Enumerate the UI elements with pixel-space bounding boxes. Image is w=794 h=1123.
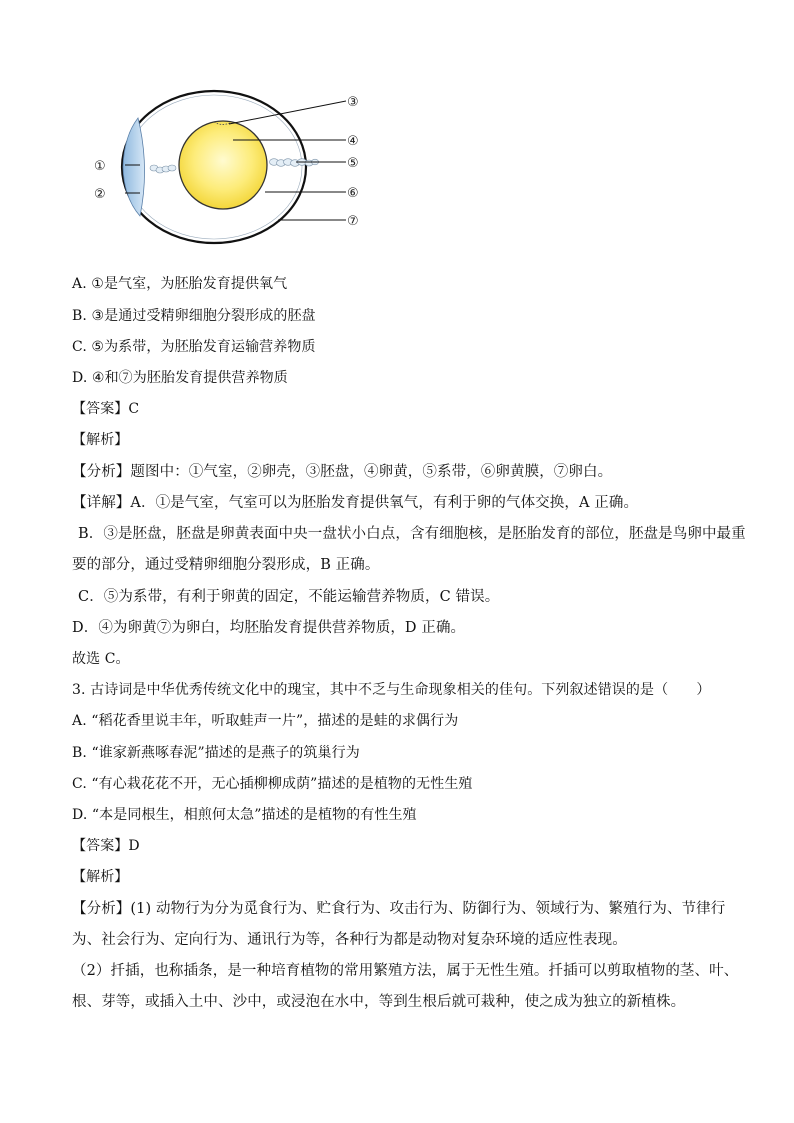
air-chamber: [123, 118, 145, 216]
q3-option-d: D. “本是同根生，相煎何太急”描述的是植物的有性生殖: [72, 807, 417, 823]
label-5: ⑤: [347, 156, 359, 171]
q3-option-a: A. “稻花香里说丰年，听取蛙声一片”，描述的是蛙的求偶行为: [72, 713, 459, 729]
q2-option-d: D. ④和⑦为胚胎发育提供营养物质: [72, 370, 288, 386]
q2-option-c: C. ⑤为系带，为胚胎发育运输营养物质: [72, 339, 316, 355]
q3-analysis-title: 【解析】: [72, 869, 129, 885]
q3-option-c: C. “有心栽花花不开，无心插柳柳成荫”描述的是植物的无性生殖: [72, 776, 473, 792]
q2-detail-b-line1: B．③是胚盘，胚盘是卵黄表面中央一盘状小白点，含有细胞核，是胚胎发育的部位，胚盘是鸟卵中最重: [78, 526, 746, 542]
q3-para2-line2: 根、芽等，或插入土中、沙中，或浸泡在水中，等到生根后就可栽种，使之成为独立的新植株。: [72, 994, 686, 1010]
q3-stem: 3. 古诗词是中华优秀传统文化中的瑰宝，其中不乏与生命现象相关的佳句。下列叙述错误的是（ ）: [72, 682, 711, 698]
label-4: ④: [347, 134, 359, 149]
q2-detail-a: 【详解】A．①是气室，气室可以为胚胎发育提供氧气，有利于卵的气体交换，A 正确。: [72, 495, 639, 511]
q3-fenxi-line1: 【分析】(1) 动物行为分为觅食行为、贮食行为、攻击行为、防御行为、领域行为、繁殖行为、节律行: [72, 901, 726, 917]
q3-para2-line1: （2）扦插，也称插条，是一种培育植物的常用繁殖方法，属于无性生殖。扦插可以剪取植物的茎、叶、: [72, 963, 739, 979]
q3-fenxi-line2: 为、社会行为、定向行为、通讯行为等，各种行为都是动物对复杂环境的适应性表现。: [72, 932, 627, 948]
q2-option-b: B. ③是通过受精卵细胞分裂形成的胚盘: [72, 308, 316, 324]
label-7: ⑦: [347, 214, 359, 229]
yolk: [179, 121, 267, 209]
q2-detail-b-line2: 要的部分，通过受精卵细胞分裂形成，B 正确。: [72, 557, 380, 573]
q2-detail-c: C．⑤为系带，有利于卵黄的固定，不能运输营养物质，C 错误。: [78, 589, 500, 605]
label-1: ①: [94, 159, 106, 174]
q3-answer: 【答案】D: [72, 838, 140, 854]
label-2: ②: [94, 187, 106, 202]
q3-option-b: B. “谁家新燕啄春泥”描述的是燕子的筑巢行为: [72, 745, 360, 761]
q2-conclusion: 故选 C。: [72, 651, 130, 667]
q2-analysis-title: 【解析】: [72, 432, 129, 448]
egg-structure-diagram: [88, 88, 380, 248]
q2-option-a: A. ①是气室，为胚胎发育提供氧气: [72, 276, 288, 292]
q2-answer: 【答案】C: [72, 401, 140, 417]
q2-fenxi: 【分析】题图中：①气室，②卵壳，③胚盘，④卵黄，⑤系带，⑥卵黄膜，⑦卵白。: [72, 464, 613, 480]
label-3: ③: [347, 95, 359, 110]
q2-detail-d: D．④为卵黄⑦为卵白，均胚胎发育提供营养物质，D 正确。: [72, 620, 466, 636]
label-6: ⑥: [347, 186, 359, 201]
